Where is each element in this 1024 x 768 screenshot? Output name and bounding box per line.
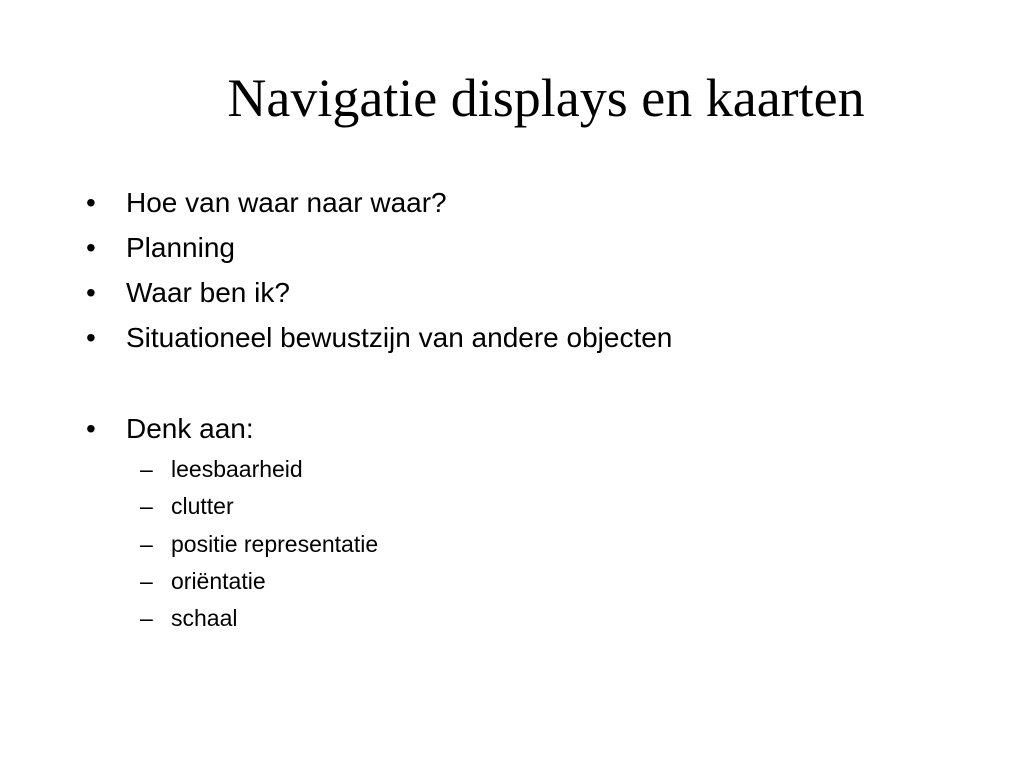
sub-bullet-text: oriëntatie [171, 568, 266, 594]
sub-bullet-item [140, 567, 266, 595]
sub-bullet-item [140, 455, 303, 483]
bullet-marker: • [86, 232, 96, 263]
bullet-item [86, 231, 235, 265]
bullet-text: Planning [126, 232, 235, 263]
sub-bullet-item [140, 604, 237, 632]
sub-bullet-text: schaal [171, 605, 238, 631]
bullet-marker: • [86, 187, 96, 218]
bullet-marker: • [86, 413, 96, 444]
sub-bullet-marker: – [140, 568, 153, 594]
sub-bullet-item [140, 492, 234, 520]
bullet-text: Denk aan: [126, 413, 254, 444]
sub-bullet-marker: – [140, 456, 153, 482]
bullet-marker: • [86, 277, 96, 308]
bullet-item [86, 276, 290, 310]
sub-bullet-item [140, 530, 378, 558]
slide-title: Navigatie displays en kaarten [227, 68, 865, 128]
sub-bullet-marker: – [140, 493, 153, 519]
bullet-text: Hoe van waar naar waar? [126, 187, 447, 218]
bullet-item [86, 186, 447, 220]
bullet-item [86, 412, 254, 446]
bullet-text: Waar ben ik? [126, 277, 290, 308]
sub-bullet-text: clutter [171, 493, 234, 519]
sub-bullet-text: leesbaarheid [171, 456, 303, 482]
sub-bullet-text: positie representatie [171, 531, 379, 557]
sub-bullet-marker: – [140, 531, 153, 557]
bullet-item [86, 321, 672, 355]
bullet-text: Situationeel bewustzijn van andere objecten [126, 322, 673, 353]
sub-bullet-marker: – [140, 605, 153, 631]
bullet-marker: • [86, 322, 96, 353]
